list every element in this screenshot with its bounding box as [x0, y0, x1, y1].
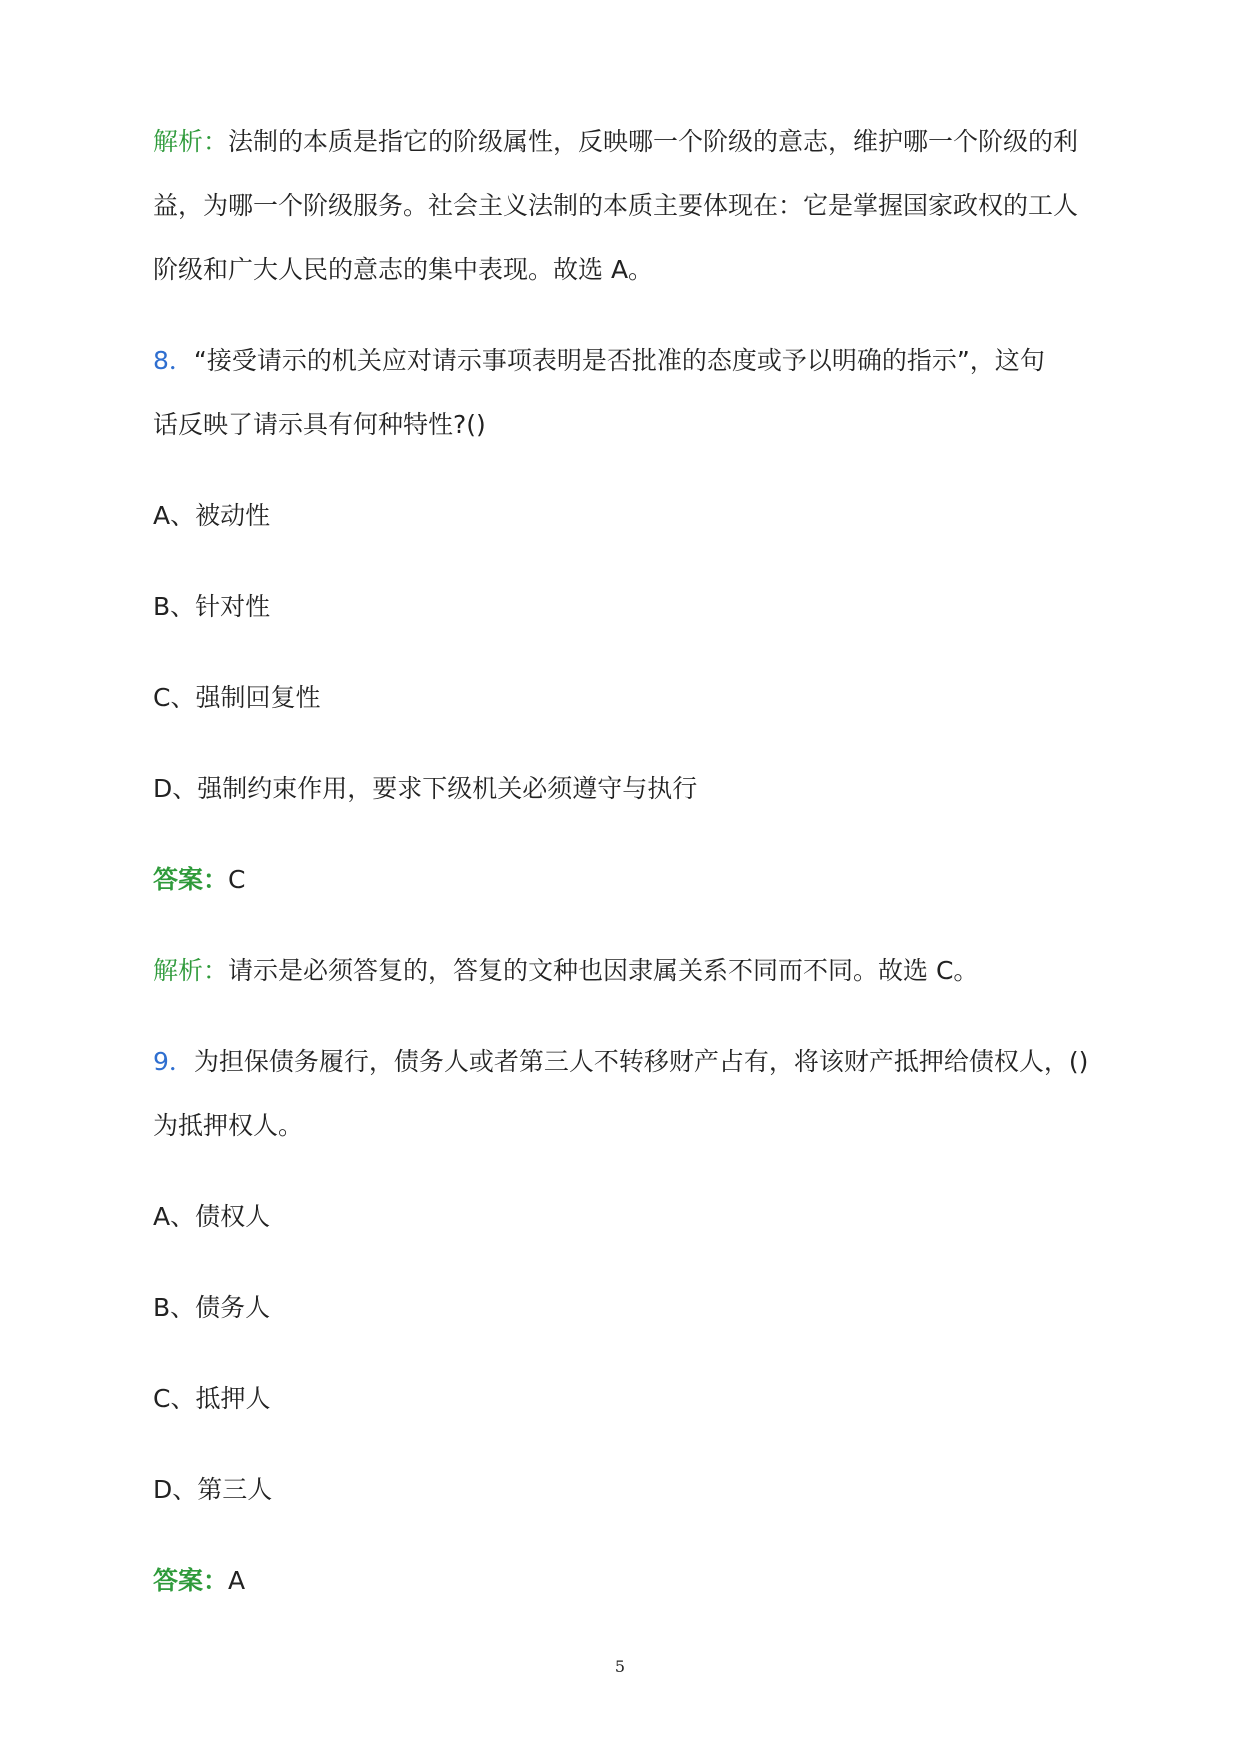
- question-9-option-d: D、第三人: [153, 1475, 273, 1504]
- question-number: 9．: [153, 1047, 194, 1076]
- question-9-line-2: 为抵押权人。: [153, 1111, 304, 1140]
- answer-value: A: [228, 1566, 246, 1595]
- question-text: “接受请示的机关应对请示事项表明是否批准的态度或予以明确的指示”，这句: [193, 346, 1045, 375]
- answer-label: 答案：: [153, 1566, 229, 1595]
- analysis-7-line-2: 益，为哪一个阶级服务。社会主义法制的本质主要体现在：它是掌握国家政权的工人: [153, 191, 1079, 220]
- question-8-answer: [153, 863, 1093, 897]
- analysis-label: 解析：: [153, 127, 229, 156]
- analysis-7-line-3: 阶级和广大人民的意志的集中表现。故选 A。: [153, 255, 654, 284]
- question-8-option-d: D、强制约束作用，要求下级机关必须遵守与执行: [153, 774, 698, 803]
- analysis-text: 法制的本质是指它的阶级属性，反映哪一个阶级的意志，维护哪一个阶级的利: [228, 127, 1079, 156]
- question-9-option-a: A、债权人: [153, 1202, 271, 1231]
- question-9-answer: [153, 1564, 1093, 1598]
- answer-label: 答案：: [153, 865, 229, 894]
- question-9-option-c: C、抵押人: [153, 1384, 271, 1413]
- question-8-option-a: A、被动性: [153, 501, 271, 530]
- question-9-option-b: B、债务人: [153, 1293, 271, 1322]
- answer-value: C: [228, 865, 246, 894]
- analysis-text: 请示是必须答复的，答复的文种也因隶属关系不同而不同。故选 C。: [228, 956, 979, 985]
- question-9-line-1: [153, 1045, 1093, 1079]
- question-text: 为担保债务履行，债务人或者第三人不转移财产占有，将该财产抵押给债权人，(): [193, 1047, 1089, 1076]
- question-8-line-2: 话反映了请示具有何种特性?(): [153, 410, 486, 439]
- analysis-7-line-1: [153, 125, 1093, 159]
- question-8-analysis: [153, 954, 1093, 988]
- question-number: 8．: [153, 346, 194, 375]
- question-8-option-c: C、强制回复性: [153, 683, 321, 712]
- analysis-label: 解析：: [153, 956, 229, 985]
- question-8-line-1: [153, 344, 1093, 378]
- question-8-option-b: B、针对性: [153, 592, 271, 621]
- page-number: 5: [614, 1657, 626, 1676]
